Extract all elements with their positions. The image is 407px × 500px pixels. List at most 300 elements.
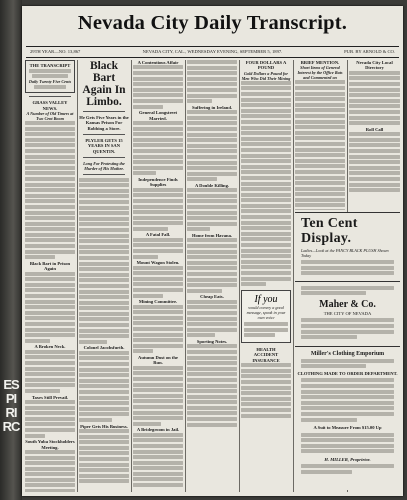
text-line bbox=[79, 284, 129, 288]
column-rule bbox=[131, 60, 132, 492]
text-line bbox=[241, 81, 291, 85]
text-line bbox=[295, 159, 345, 163]
text-line bbox=[295, 97, 345, 101]
text-line bbox=[241, 98, 291, 102]
text-line bbox=[295, 203, 345, 207]
text-line bbox=[133, 282, 183, 286]
text-line bbox=[133, 216, 183, 220]
dateline bbox=[26, 46, 399, 58]
text-line bbox=[79, 446, 129, 450]
text-line bbox=[241, 198, 291, 202]
text-line bbox=[79, 290, 129, 294]
text-line bbox=[25, 149, 75, 153]
text-line bbox=[187, 116, 237, 120]
text-line bbox=[79, 217, 129, 221]
text-line bbox=[133, 310, 183, 314]
text-line bbox=[295, 86, 345, 90]
text-line bbox=[133, 444, 183, 448]
text-line bbox=[25, 194, 75, 198]
text-line bbox=[79, 368, 129, 372]
article-heading: Cheap Eats. bbox=[200, 294, 224, 300]
text-line bbox=[349, 104, 400, 108]
article-heading: General Longstreet Married. bbox=[138, 110, 178, 121]
text-line bbox=[241, 260, 291, 264]
text-line bbox=[25, 300, 75, 304]
text-line bbox=[241, 374, 291, 378]
text-line bbox=[79, 262, 129, 266]
text-line bbox=[133, 483, 183, 487]
text-line bbox=[25, 434, 45, 438]
text-line bbox=[133, 238, 183, 242]
miller-signature: H. MILLER, Proprietor. bbox=[324, 456, 371, 462]
text-line bbox=[79, 323, 129, 327]
text-line bbox=[301, 335, 357, 339]
text-line bbox=[187, 255, 237, 259]
text-line bbox=[133, 450, 183, 454]
text-line bbox=[133, 210, 183, 214]
date-text: NEVADA CITY, CAL., WEDNESDAY EVENING, SEPTEMBER 5, 1897. bbox=[142, 49, 283, 54]
text-line bbox=[187, 222, 237, 226]
text-line bbox=[133, 411, 183, 415]
text-line bbox=[187, 188, 237, 192]
text-line bbox=[133, 327, 183, 331]
publisher: PUB. BY ARNOLD & CO. bbox=[344, 49, 395, 54]
text-line bbox=[25, 233, 75, 237]
text-line bbox=[349, 88, 400, 92]
text-line bbox=[241, 142, 291, 146]
newspaper-title: Nevada City Daily Transcript. bbox=[77, 12, 348, 34]
text-line bbox=[187, 400, 237, 404]
text-line bbox=[349, 166, 400, 170]
text-line bbox=[79, 440, 129, 444]
text-line bbox=[187, 289, 222, 293]
article-heading: Home from Havana. bbox=[191, 233, 233, 239]
text-line bbox=[79, 250, 129, 254]
text-line bbox=[241, 277, 291, 281]
text-line bbox=[241, 137, 291, 141]
text-line bbox=[79, 228, 129, 232]
text-line bbox=[79, 412, 129, 416]
text-line bbox=[187, 88, 237, 92]
maher-co-ad: Maher & Co. bbox=[319, 298, 376, 310]
text-line bbox=[187, 423, 237, 427]
text-line bbox=[25, 355, 75, 359]
text-line bbox=[133, 266, 183, 270]
text-line bbox=[187, 94, 237, 98]
text-line bbox=[79, 222, 129, 226]
article-heading: Nevada City Local Directory bbox=[356, 60, 393, 71]
text-line bbox=[79, 256, 129, 260]
text-line bbox=[244, 322, 288, 326]
text-line bbox=[295, 176, 345, 180]
text-line bbox=[301, 433, 394, 437]
text-line bbox=[25, 478, 75, 482]
text-line bbox=[301, 438, 394, 442]
text-line bbox=[133, 249, 183, 253]
text-line bbox=[133, 388, 183, 392]
text-line bbox=[133, 472, 183, 476]
text-line bbox=[79, 178, 129, 182]
text-line bbox=[241, 209, 291, 213]
text-line bbox=[187, 127, 237, 131]
text-line bbox=[79, 390, 129, 394]
text-line bbox=[25, 227, 75, 231]
text-line bbox=[241, 243, 291, 247]
text-line bbox=[349, 99, 400, 103]
text-line bbox=[241, 369, 291, 373]
text-line bbox=[187, 250, 237, 254]
text-line bbox=[79, 451, 129, 455]
text-line bbox=[25, 211, 75, 215]
article-heading: Colonel Jacobsfurth. bbox=[83, 345, 125, 351]
text-line bbox=[133, 321, 183, 325]
text-line bbox=[25, 277, 75, 281]
column-1 bbox=[25, 60, 75, 492]
text-line bbox=[301, 449, 394, 453]
text-line bbox=[187, 177, 217, 181]
article-heading: Roll Call bbox=[365, 126, 384, 132]
text-line bbox=[295, 125, 345, 129]
text-line bbox=[187, 272, 237, 276]
text-line bbox=[241, 237, 291, 241]
text-line bbox=[349, 76, 400, 80]
text-line bbox=[241, 380, 291, 384]
text-line bbox=[79, 373, 129, 377]
text-line bbox=[133, 344, 183, 348]
text-line bbox=[133, 371, 183, 375]
text-line bbox=[25, 177, 75, 181]
text-line bbox=[241, 170, 291, 174]
adjacent-page-stub bbox=[0, 378, 22, 434]
text-line bbox=[25, 450, 75, 454]
text-line bbox=[187, 384, 237, 388]
text-line bbox=[187, 82, 237, 86]
text-line bbox=[25, 143, 75, 147]
text-line bbox=[133, 271, 183, 275]
text-line bbox=[187, 283, 237, 287]
text-line bbox=[133, 205, 183, 209]
text-line bbox=[241, 249, 291, 253]
text-line bbox=[25, 272, 75, 276]
article-heading: GRASS VALLEY NEWS. bbox=[32, 100, 68, 111]
text-line bbox=[187, 356, 237, 360]
article-heading: Suffering in Ireland. bbox=[191, 104, 233, 110]
text-line bbox=[241, 226, 291, 230]
text-line bbox=[133, 71, 183, 75]
text-line bbox=[25, 467, 75, 471]
text-line bbox=[133, 132, 183, 136]
text-line bbox=[301, 260, 394, 264]
ten-cent-display-title: Ten Cent Display. bbox=[301, 216, 358, 246]
article-heading: Taxes Still Prevail. bbox=[31, 394, 69, 400]
text-line bbox=[133, 93, 183, 97]
column-rule bbox=[77, 60, 78, 492]
text-line bbox=[187, 149, 237, 153]
text-line bbox=[25, 160, 75, 164]
text-line bbox=[133, 82, 183, 86]
text-line bbox=[187, 350, 237, 354]
text-line bbox=[25, 333, 75, 337]
text-line bbox=[187, 311, 237, 315]
ten-cent-display-text: Ladies—Look at the FANCY BLACK PLUSH Shown Today bbox=[301, 248, 389, 258]
text-line bbox=[295, 198, 345, 202]
text-line bbox=[187, 278, 237, 282]
column-7 bbox=[349, 60, 400, 210]
ad-headline: If you bbox=[254, 294, 278, 306]
text-line bbox=[349, 121, 400, 125]
text-line bbox=[79, 334, 129, 338]
text-line bbox=[25, 350, 75, 354]
article-heading: A Contentious Affair bbox=[137, 60, 179, 65]
text-line bbox=[295, 136, 345, 140]
text-line bbox=[301, 286, 394, 290]
text-line bbox=[133, 105, 163, 109]
text-line bbox=[133, 422, 161, 426]
text-line bbox=[79, 239, 129, 243]
text-line bbox=[241, 131, 291, 135]
text-line bbox=[187, 60, 237, 64]
text-line bbox=[79, 474, 129, 478]
text-line bbox=[295, 187, 345, 191]
text-line bbox=[133, 243, 183, 247]
text-line bbox=[187, 333, 215, 337]
text-line bbox=[301, 324, 394, 328]
text-line bbox=[79, 306, 129, 310]
text-line bbox=[187, 199, 237, 203]
text-line bbox=[187, 77, 237, 81]
text-line bbox=[349, 171, 400, 175]
text-line bbox=[25, 255, 55, 259]
text-line bbox=[295, 92, 345, 96]
text-line bbox=[241, 386, 291, 390]
text-line bbox=[301, 470, 352, 474]
text-line bbox=[301, 330, 394, 334]
article-heading: Mining Committee. bbox=[138, 299, 178, 305]
text-line bbox=[79, 379, 129, 383]
miller-clothing-ad: Miller's Clothing Emporium bbox=[310, 350, 385, 357]
text-line bbox=[187, 406, 237, 410]
column-rule bbox=[185, 60, 186, 492]
text-line bbox=[133, 155, 183, 159]
article-heading: BRIEF MENTION. bbox=[300, 60, 340, 65]
article-heading: Piper Gets His Business. bbox=[80, 423, 128, 429]
text-line bbox=[241, 126, 291, 130]
text-line bbox=[295, 153, 345, 157]
text-line bbox=[133, 455, 183, 459]
column-3 bbox=[133, 60, 183, 492]
text-line bbox=[349, 149, 400, 153]
text-line bbox=[79, 273, 129, 277]
text-line bbox=[187, 395, 237, 399]
text-line bbox=[79, 407, 129, 411]
text-line bbox=[241, 159, 291, 163]
text-line bbox=[187, 144, 237, 148]
text-line bbox=[187, 194, 237, 198]
article-subheading: Short Items of General Interest by the Office Rats and Commented on bbox=[297, 65, 343, 81]
text-line bbox=[187, 227, 210, 231]
text-line bbox=[133, 366, 183, 370]
text-line bbox=[25, 311, 75, 315]
text-line bbox=[133, 399, 183, 403]
text-line bbox=[133, 143, 183, 147]
text-line bbox=[241, 92, 291, 96]
text-line bbox=[25, 316, 75, 320]
text-line bbox=[133, 466, 183, 470]
text-line bbox=[25, 489, 75, 492]
text-line bbox=[301, 412, 394, 416]
text-line bbox=[295, 114, 345, 118]
text-line bbox=[187, 244, 237, 248]
text-line bbox=[79, 194, 129, 198]
text-line bbox=[241, 154, 291, 158]
text-line bbox=[133, 277, 183, 281]
text-line bbox=[187, 367, 237, 371]
text-line bbox=[301, 418, 357, 422]
text-line bbox=[133, 477, 183, 481]
text-line bbox=[32, 74, 69, 78]
text-line bbox=[79, 418, 112, 422]
text-line bbox=[295, 108, 345, 112]
stub-text: RI bbox=[5, 405, 17, 420]
text-line bbox=[349, 82, 400, 86]
article-heading: South Yuba Stockholders Meeting. bbox=[25, 439, 75, 450]
article-heading: Black Bart in Prison Again bbox=[29, 260, 71, 272]
text-line bbox=[349, 160, 400, 164]
text-line bbox=[241, 265, 291, 269]
text-line bbox=[241, 232, 291, 236]
text-line bbox=[79, 211, 129, 215]
text-line bbox=[241, 414, 291, 418]
text-line bbox=[133, 438, 183, 442]
text-line bbox=[79, 479, 129, 483]
text-line bbox=[25, 411, 75, 415]
column-2 bbox=[79, 60, 129, 492]
text-line bbox=[133, 171, 156, 175]
text-line bbox=[187, 328, 237, 332]
text-line bbox=[79, 429, 129, 433]
text-line bbox=[79, 183, 129, 187]
newspaper-page bbox=[22, 6, 403, 496]
text-line bbox=[79, 351, 129, 355]
text-line bbox=[301, 318, 394, 322]
text-line bbox=[25, 166, 75, 170]
text-line bbox=[133, 305, 183, 309]
lead-deck: He Gets Five Years in the Kansas Prison For Robbing a Store. bbox=[79, 114, 129, 131]
text-line bbox=[187, 110, 237, 114]
text-line bbox=[301, 378, 394, 382]
text-line bbox=[187, 317, 237, 321]
lead-deck: PLYLER GETS 15 YEARS IN SAN QUENTIN. bbox=[85, 137, 123, 154]
text-line bbox=[301, 401, 394, 405]
text-line bbox=[79, 329, 129, 333]
text-line bbox=[295, 209, 345, 210]
text-line bbox=[187, 216, 237, 220]
column-4 bbox=[187, 60, 237, 492]
text-line bbox=[187, 66, 237, 70]
text-line bbox=[187, 411, 237, 415]
text-line bbox=[25, 472, 75, 476]
text-line bbox=[349, 116, 400, 120]
text-line bbox=[133, 160, 183, 164]
text-line bbox=[25, 127, 75, 131]
text-line bbox=[79, 401, 129, 405]
text-line bbox=[187, 300, 237, 304]
text-line bbox=[79, 356, 129, 360]
stub-text: RC bbox=[2, 419, 20, 434]
text-line bbox=[25, 188, 75, 192]
text-line bbox=[349, 138, 400, 142]
text-line bbox=[25, 132, 75, 136]
text-line bbox=[187, 211, 237, 215]
text-line bbox=[295, 181, 345, 185]
text-line bbox=[79, 267, 129, 271]
text-line bbox=[133, 416, 183, 420]
text-line bbox=[25, 456, 75, 460]
text-line bbox=[187, 138, 237, 142]
text-line bbox=[79, 301, 129, 305]
text-line bbox=[29, 69, 70, 73]
lead-headline: Black Bart Again In Limbo. bbox=[82, 60, 126, 108]
text-line bbox=[133, 316, 183, 320]
text-line bbox=[133, 193, 183, 197]
text-line bbox=[301, 464, 394, 468]
text-line bbox=[301, 390, 394, 394]
text-line bbox=[25, 400, 75, 404]
text-line bbox=[241, 408, 291, 412]
text-line bbox=[133, 255, 158, 259]
text-line bbox=[244, 333, 275, 337]
text-line bbox=[241, 86, 291, 90]
text-line bbox=[25, 222, 75, 226]
text-line bbox=[187, 361, 237, 365]
text-line bbox=[241, 215, 291, 219]
text-line bbox=[133, 188, 183, 192]
text-line bbox=[349, 132, 400, 136]
column-5 bbox=[241, 60, 291, 492]
text-line bbox=[187, 378, 237, 382]
text-line bbox=[79, 463, 129, 467]
text-line bbox=[187, 266, 237, 270]
column-rule bbox=[239, 60, 240, 492]
text-line bbox=[187, 172, 237, 176]
text-line bbox=[79, 457, 129, 461]
text-line bbox=[25, 378, 75, 382]
text-line bbox=[133, 121, 183, 125]
text-line bbox=[25, 383, 75, 387]
text-line bbox=[133, 338, 183, 342]
text-line bbox=[241, 254, 291, 258]
ad-heading: ACCIDENT INSURANCE bbox=[252, 352, 280, 363]
text-line bbox=[301, 266, 394, 270]
text-line bbox=[187, 99, 212, 103]
text-line bbox=[25, 199, 75, 203]
text-line bbox=[133, 227, 168, 231]
text-line bbox=[133, 405, 183, 409]
text-line bbox=[25, 238, 75, 242]
lead-deck: Long For Protesting the Murder of His Mother. bbox=[83, 160, 125, 171]
text-line bbox=[295, 103, 345, 107]
text-line bbox=[301, 384, 394, 388]
text-line bbox=[25, 121, 75, 125]
text-line bbox=[301, 395, 394, 399]
text-line bbox=[241, 363, 291, 367]
text-line bbox=[25, 461, 75, 465]
issue-number: 29TH YEAR—NO. 13,867 bbox=[30, 49, 81, 54]
text-line bbox=[79, 234, 129, 238]
ad-heading: HEALTH bbox=[256, 346, 276, 352]
text-line bbox=[349, 93, 400, 97]
text-line bbox=[187, 389, 237, 393]
